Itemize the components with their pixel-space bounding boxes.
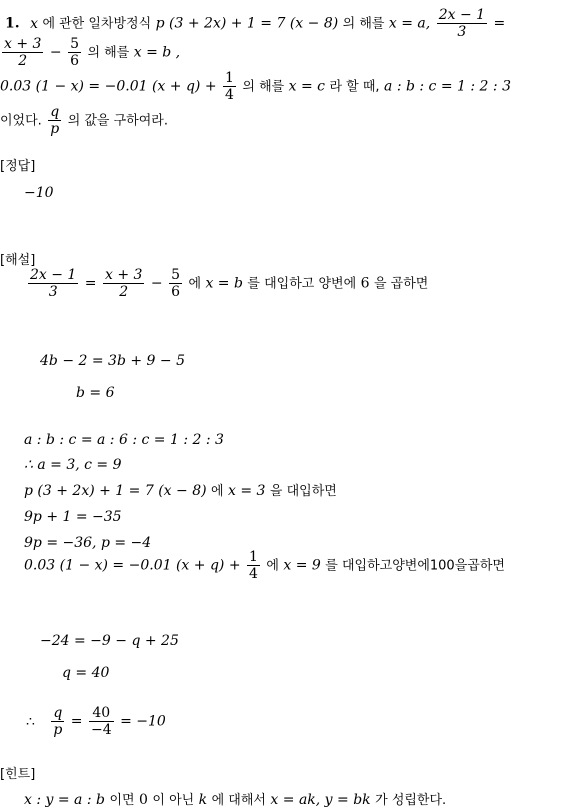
fraction: $\frac{q}{p}$	[53, 705, 63, 739]
fraction: $\frac{x + 3}{2}$	[4, 36, 42, 70]
answer-value: −10	[24, 185, 54, 201]
solution-step-8: 9p = −36, p = −4	[24, 535, 152, 551]
fraction: $\frac{2x - 1}{3}$	[438, 7, 486, 41]
problem-line-2: $\frac{x + 3}{2}$ − $\frac{5}{6}$ 의 해를 x = b ,	[4, 36, 181, 70]
solution-label: [해설]	[0, 253, 36, 268]
solution-step-11: q = 40	[62, 665, 110, 681]
fraction: $\frac{x + 3}{2}$	[104, 267, 143, 301]
solution-step-12: ∴ $\frac{q}{p}$ = $\frac{40}{-4}$ = −10	[26, 705, 166, 739]
problem-line-4: 이었다. $\frac{q}{p}$ 의 값을 구하여라.	[0, 104, 168, 138]
solution-step-2: 4b − 2 = 3b + 9 − 5	[40, 353, 185, 369]
fraction: $\frac{40}{-4}$	[90, 705, 112, 739]
answer-label: [정답]	[0, 159, 36, 174]
solution-step-6: p (3 + 2x) + 1 = 7 (x − 8) 에 x = 3 을 대입하면	[24, 483, 337, 499]
fraction: $\frac{1}{4}$	[249, 549, 258, 583]
solution-step-1: $\frac{2x - 1}{3}$ = $\frac{x + 3}{2}$ − $\frac{5}{6}$ 에 x = b 를 대입하고 양변에 6 을 곱하면	[30, 267, 429, 301]
fraction: $\frac{q}{p}$	[50, 104, 60, 138]
solution-step-5: ∴ a = 3, c = 9	[24, 457, 122, 473]
fraction: $\frac{1}{4}$	[225, 70, 234, 104]
solution-step-9: 0.03 (1 − x) = −0.01 (x + q) + $\frac{1}{4}$ 에 x = 9 를 대입하고양변에100을곱하면	[24, 549, 505, 583]
hint-text: x : y = a : b 이면 0 이 아닌 k 에 대해서 x = ak, y = bk 가 성립한다.	[24, 792, 447, 808]
solution-step-10: −24 = −9 − q + 25	[40, 633, 179, 649]
problem-line-1: 1. x 에 관한 일차방정식 p (3 + 2x) + 1 = 7 (x − 8) 의 해를 x = a, $\frac{2x - 1}{3}$ =	[5, 7, 506, 41]
hint-label: [힌트]	[0, 767, 36, 782]
solution-step-3: b = 6	[76, 385, 115, 401]
fraction: $\frac{5}{6}$	[171, 267, 180, 301]
problem-number: 1.	[5, 15, 20, 32]
fraction: $\frac{2x - 1}{3}$	[30, 267, 77, 301]
solution-step-7: 9p + 1 = −35	[24, 509, 122, 525]
problem-line-3: 0.03 (1 − x) = −0.01 (x + q) + $\frac{1}{4}$ 의 해를 x = c 라 할 때, a : b : c = 1 : 2 : 3	[0, 70, 511, 104]
solution-step-4: a : b : c = a : 6 : c = 1 : 2 : 3	[24, 432, 224, 448]
fraction: $\frac{5}{6}$	[70, 36, 79, 70]
